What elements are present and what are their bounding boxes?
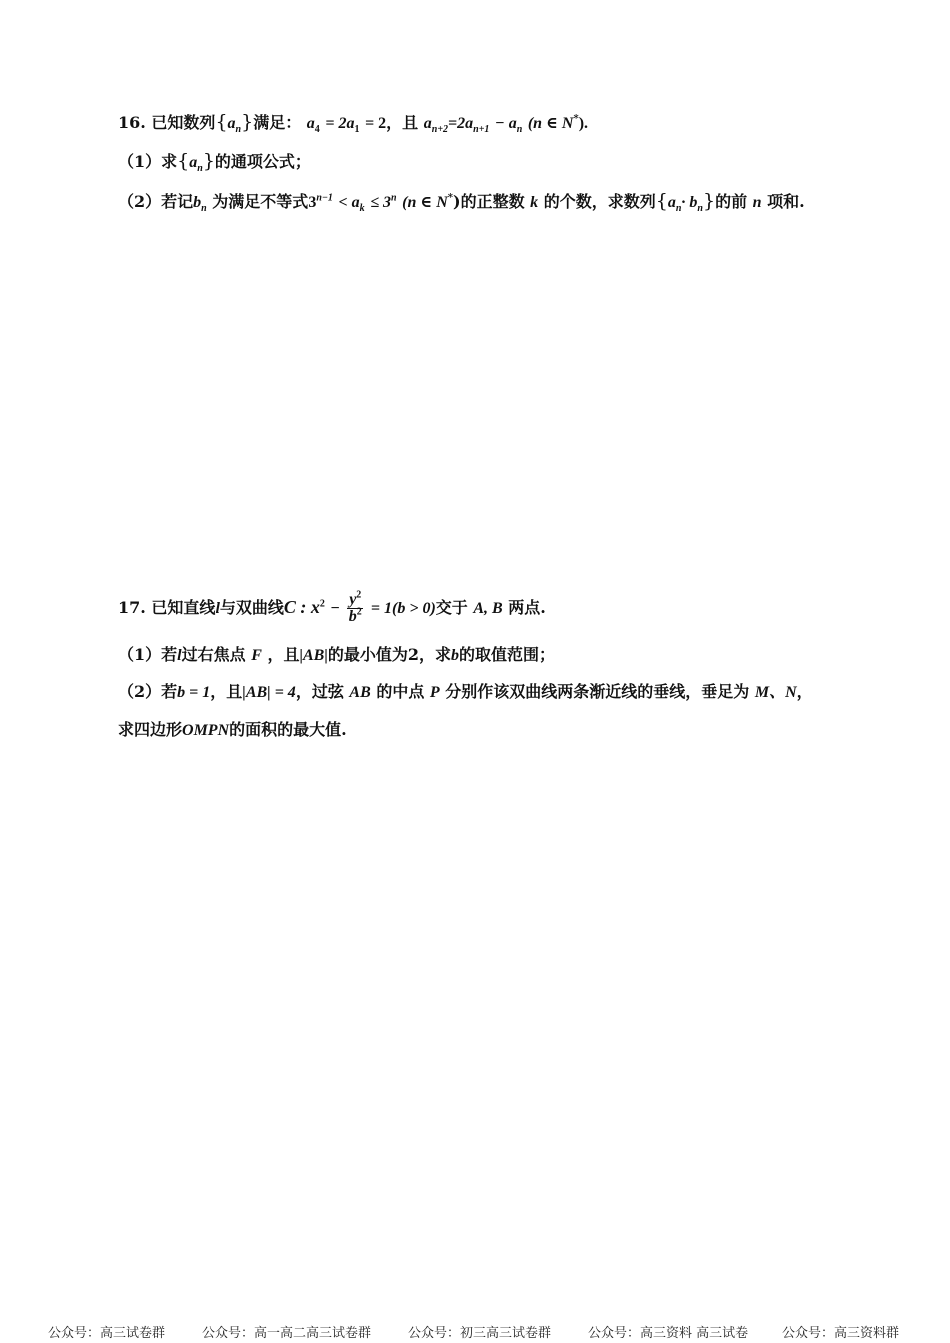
problem-number: 16. <box>118 113 146 132</box>
problem-17-stem: 17. 已知直线l与双曲线C : $x^2$ − $\frac{y^2}{b^2}$ = 1(b > 0)交于 A, B 两点. <box>118 589 546 625</box>
footer-item: 公众号：高三试卷群 <box>48 1326 166 1341</box>
problem-number: 17. <box>118 598 146 617</box>
footer-item: 公众号：高三资料群 <box>782 1326 900 1341</box>
hyperbola-fraction: $\frac{y^2}{b^2}$ <box>348 589 362 625</box>
problem-16-part-2: （2）若记$b_n$ 为满足不等式$3^{n-1} < a_k \le 3^n$ (n ∈ N*)的正整数 k 的个数，求数列$\{a_n\cdot b_n\}$的前 n 项和. <box>118 190 805 215</box>
footer-item: 公众号：高三资料 高三试卷 <box>588 1326 749 1341</box>
problem-17-part-2: （2）若b = 1，且|AB| = 4，过弦 AB 的中点 P 分别作该双曲线两条渐近线的垂线，垂足为 M、N， <box>118 682 813 701</box>
problem-17-part-2-cont: 求四边形OMPN的面积的最大值. <box>118 720 347 739</box>
problem-16-stem: 16. 已知数列$\{a_n\}$满足： $a_4 = 2a_1 = 2$，且 $a_{n+2}=2a_{n+1} - a_n$ (n ∈ N*). <box>118 111 589 136</box>
footer-item: 公众号：初三高三试卷群 <box>408 1326 552 1341</box>
problem-16-part-1: （1）求$\{a_n\}$的通项公式； <box>118 150 311 175</box>
footer-item: 公众号：高一高二高三试卷群 <box>202 1326 372 1341</box>
problem-17-part-1: （1）若l过右焦点 F ，且|AB|的最小值为2，求b的取值范围； <box>118 645 556 664</box>
